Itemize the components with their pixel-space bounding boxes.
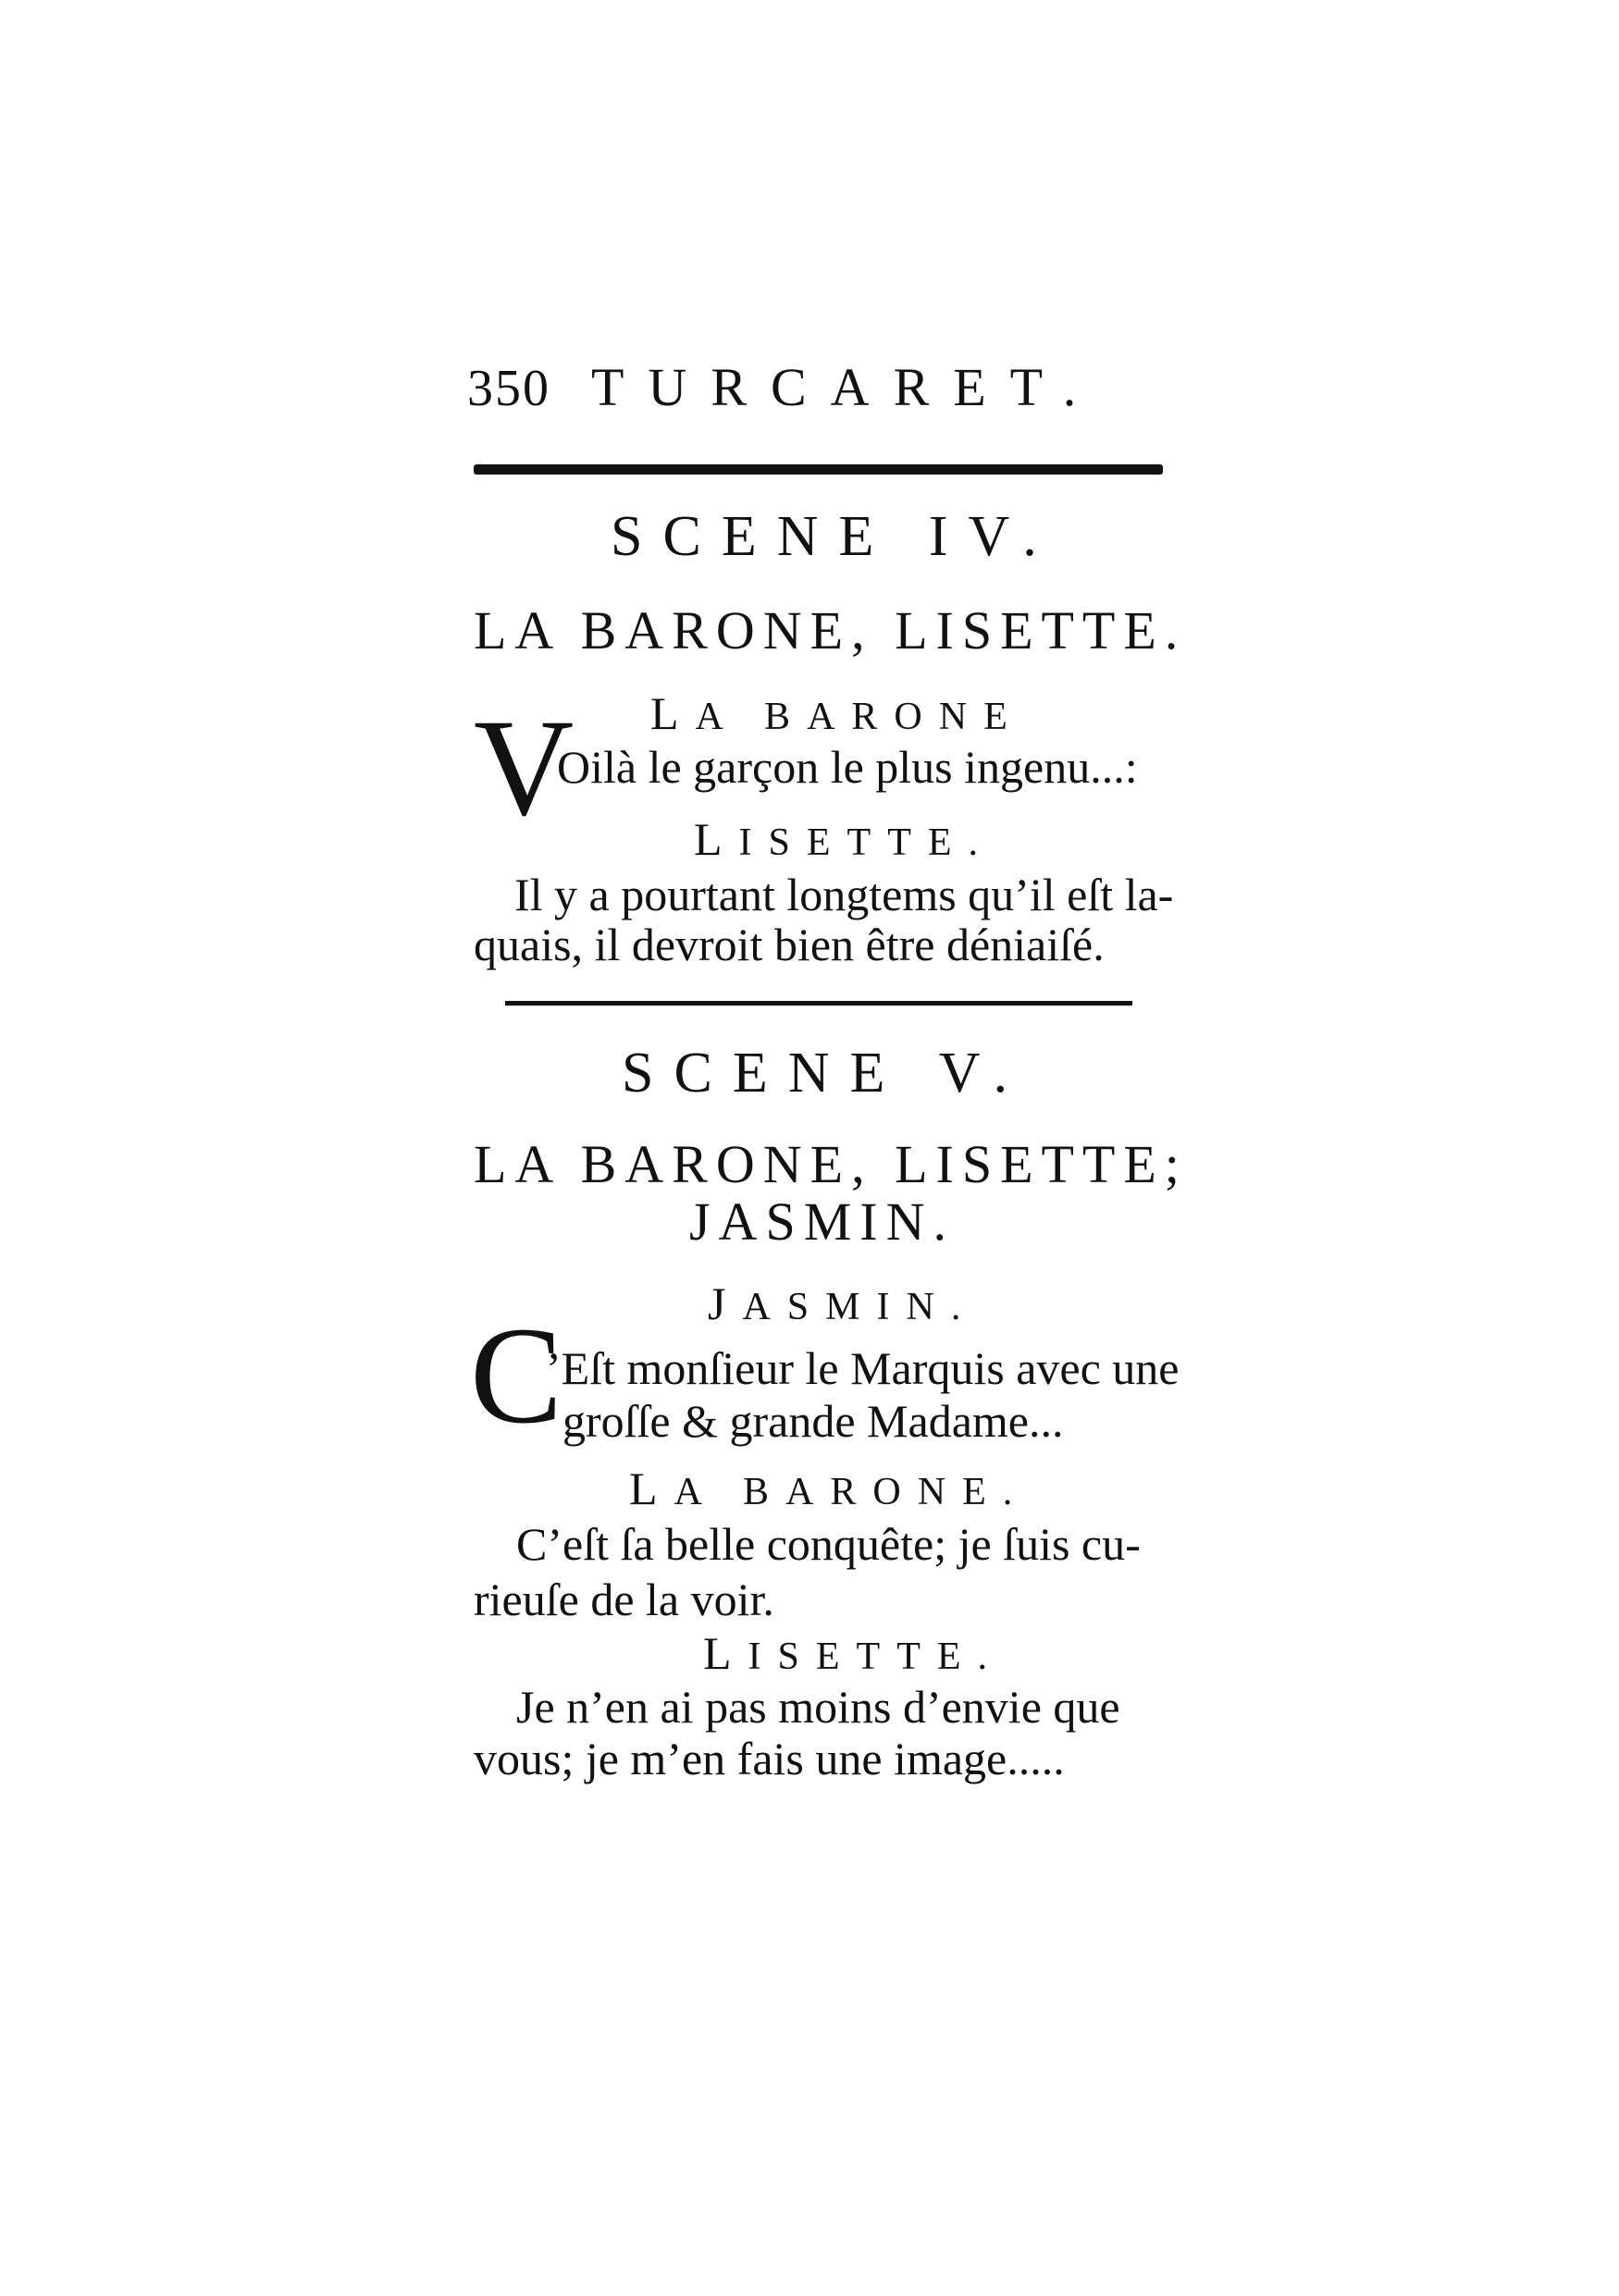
scene-5-heading: SCENE V. [622,1042,1029,1105]
text-line: rieuſe de la voir. [474,1574,774,1625]
header-rule [474,464,1163,475]
drop-cap: C [470,1299,563,1452]
scene-5-cast-line-1: LA BARONE, LISETTE; [474,1134,1188,1194]
scene-4-cast: LA BARONE, LISETTE. [474,600,1187,660]
text-line: Oilà le garçon le plus ingenu...: [557,741,1138,793]
speaker-label: LISETTE. [703,1627,1005,1679]
running-title: TURCARET. [591,357,1101,417]
drop-cap: V [474,691,575,845]
running-head [467,356,1100,418]
speaker-label: LA BARONE [650,687,1024,739]
scene-4-heading: SCENE IV. [611,505,1057,568]
text-line: vous; je m’en fais une image..... [474,1733,1065,1784]
text-line: quais, il devroit bien être déniaiſé. [474,919,1105,970]
speaker-label: LISETTE. [694,813,995,865]
text-line: Il y a pourtant longtems qu’il eſt la- [514,869,1174,920]
speaker-label: JASMIN. [708,1278,978,1329]
scene-5-cast-line-2: JASMIN. [689,1191,955,1252]
text-line: groſſe & grande Madame... [562,1395,1064,1447]
text-line: Je n’en ai pas moins d’envie que [516,1681,1120,1733]
speaker-label: LA BARONE. [629,1463,1030,1514]
scene-divider [505,1001,1132,1006]
text-line: ’Eſt monſieur le Marquis avec une [546,1342,1180,1394]
page-number: 350 [467,360,550,417]
text-line: C’eſt ſa belle conquête; je ſuis cu- [516,1518,1141,1570]
